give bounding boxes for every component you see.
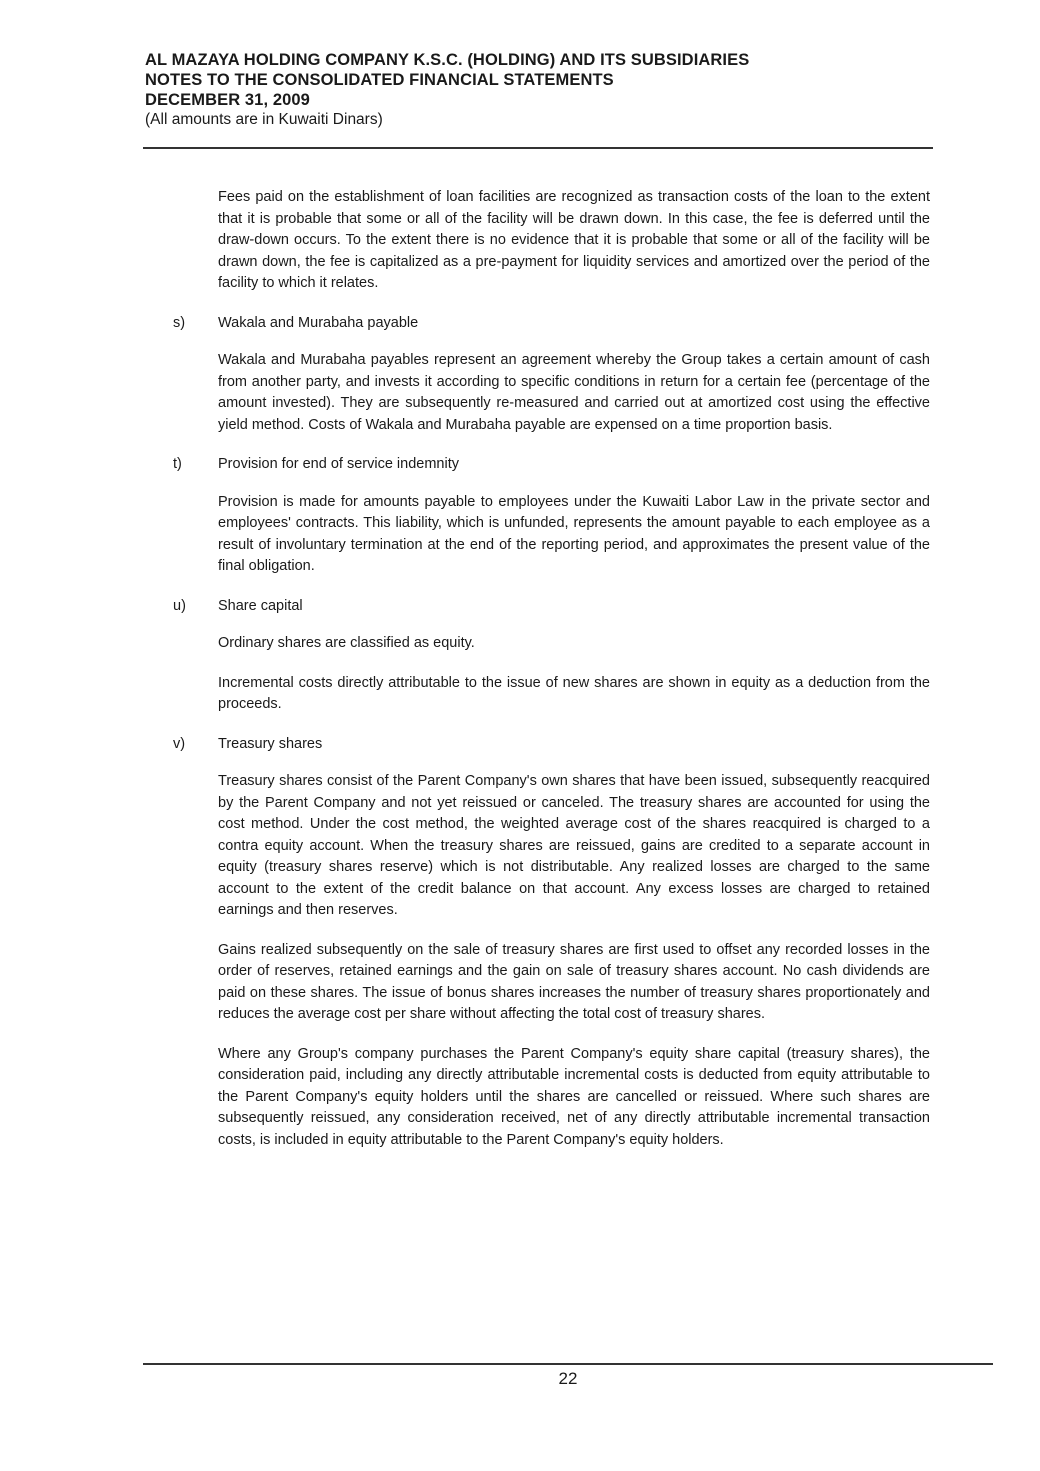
statement-date: DECEMBER 31, 2009 <box>145 91 310 109</box>
section-share-capital <box>0 596 1040 734</box>
section-title: Share capital <box>218 597 303 614</box>
section-end-of-service <box>0 454 1040 596</box>
header-divider <box>143 147 933 149</box>
section-letter: s) <box>173 314 186 331</box>
section-heading <box>0 734 1040 756</box>
section-heading <box>0 454 1040 476</box>
section-title: Treasury shares <box>218 735 323 752</box>
section-paragraph: Incremental costs directly attributable to the issue of new shares are shown in equity as a deduction from the proceeds. <box>218 674 930 712</box>
section-heading <box>0 596 1040 618</box>
footer-divider <box>143 1363 993 1365</box>
notes-body <box>0 187 1040 1151</box>
section-letter: u) <box>173 597 186 614</box>
section-title: Wakala and Murabaha payable <box>218 314 419 331</box>
section-paragraph: Wakala and Murabaha payables represent an agreement whereby the Group takes a certain amount of cash from another party, and invests it according to specific conditions in return for a certain fee (percentage of the amount invested). They are subsequently re-measured and carried out at amortized cost using the effective yield method. Costs of Wakala and Murabaha payable are expensed on a time proportion basis. <box>218 352 930 433</box>
section-paragraph: Gains realized subsequently on the sale of treasury shares are first used to offset any recorded losses in the order of reserves, retained earnings and the gain on sale of treasury shares account. No cash dividends are paid on these shares. The issue of bonus shares increases the number of treasury shares proportionately and reduces the average cost per share without affecting the total cost of treasury shares. <box>218 941 930 1022</box>
company-name: AL MAZAYA HOLDING COMPANY K.S.C. (HOLDING) AND ITS SUBSIDIARIES <box>145 51 750 69</box>
section-wakala-murabaha <box>0 313 1040 455</box>
section-letter: v) <box>173 735 186 752</box>
section-paragraph: Treasury shares consist of the Parent Company's own shares that have been issued, subsequently reacquired by the Parent Company and not yet reissued or canceled. The treasury shares are accounted for using the cost method. Under the cost method, the weighted average cost of the shares reacquired is charged to a contra equity account. When the treasury shares are reissued, gains are credited to a separate account in equity (treasury shares reserve) which is not distributable. Any realized losses are charged to the same account to the extent of the credit balance on that account. Any excess losses are charged to retained earnings and then reserves. <box>218 773 930 918</box>
page-header <box>145 50 935 130</box>
section-heading <box>0 313 1040 335</box>
section-letter: t) <box>173 456 182 472</box>
page-number: 22 <box>558 1369 578 1388</box>
section-paragraph: Provision is made for amounts payable to employees under the Kuwaiti Labor Law in the private sector and employees' contracts. This liability, which is unfunded, represents the amount payable to each employee as a result of involuntary termination at the end of the reporting period, and approximates the present value of the final obligation. <box>218 493 930 574</box>
section-title: Provision for end of service indemnity <box>218 456 459 472</box>
intro-paragraph: Fees paid on the establishment of loan facilities are recognized as transaction costs of the loan to the extent that it is probable that some or all of the facility will be drawn down. In this case, the fee is deferred until the draw-down occurs. To the extent there is no evidence that it is probable that some or all of the facility will be drawn down, the fee is capitalized as a pre-payment for liquidity services and amortized over the period of the facility to which it relates. <box>218 189 930 291</box>
currency-note: (All amounts are in Kuwaiti Dinars) <box>145 111 383 128</box>
section-paragraph: Ordinary shares are classified as equity. <box>218 635 475 651</box>
section-treasury-shares <box>0 734 1040 1152</box>
section-paragraph: Where any Group's company purchases the Parent Company's equity share capital (treasury shares), the consideration paid, including any directly attributable incremental costs is deducted from equity attributable to the Parent Company's equity holders until the shares are cancelled or reissued. Where such shares are subsequently reissued, any consideration received, net of any directly attributable incremental transaction costs, is included in equity attributable to the Parent Company's equity holders. <box>218 1045 930 1148</box>
document-title: NOTES TO THE CONSOLIDATED FINANCIAL STATEMENTS <box>145 71 614 89</box>
